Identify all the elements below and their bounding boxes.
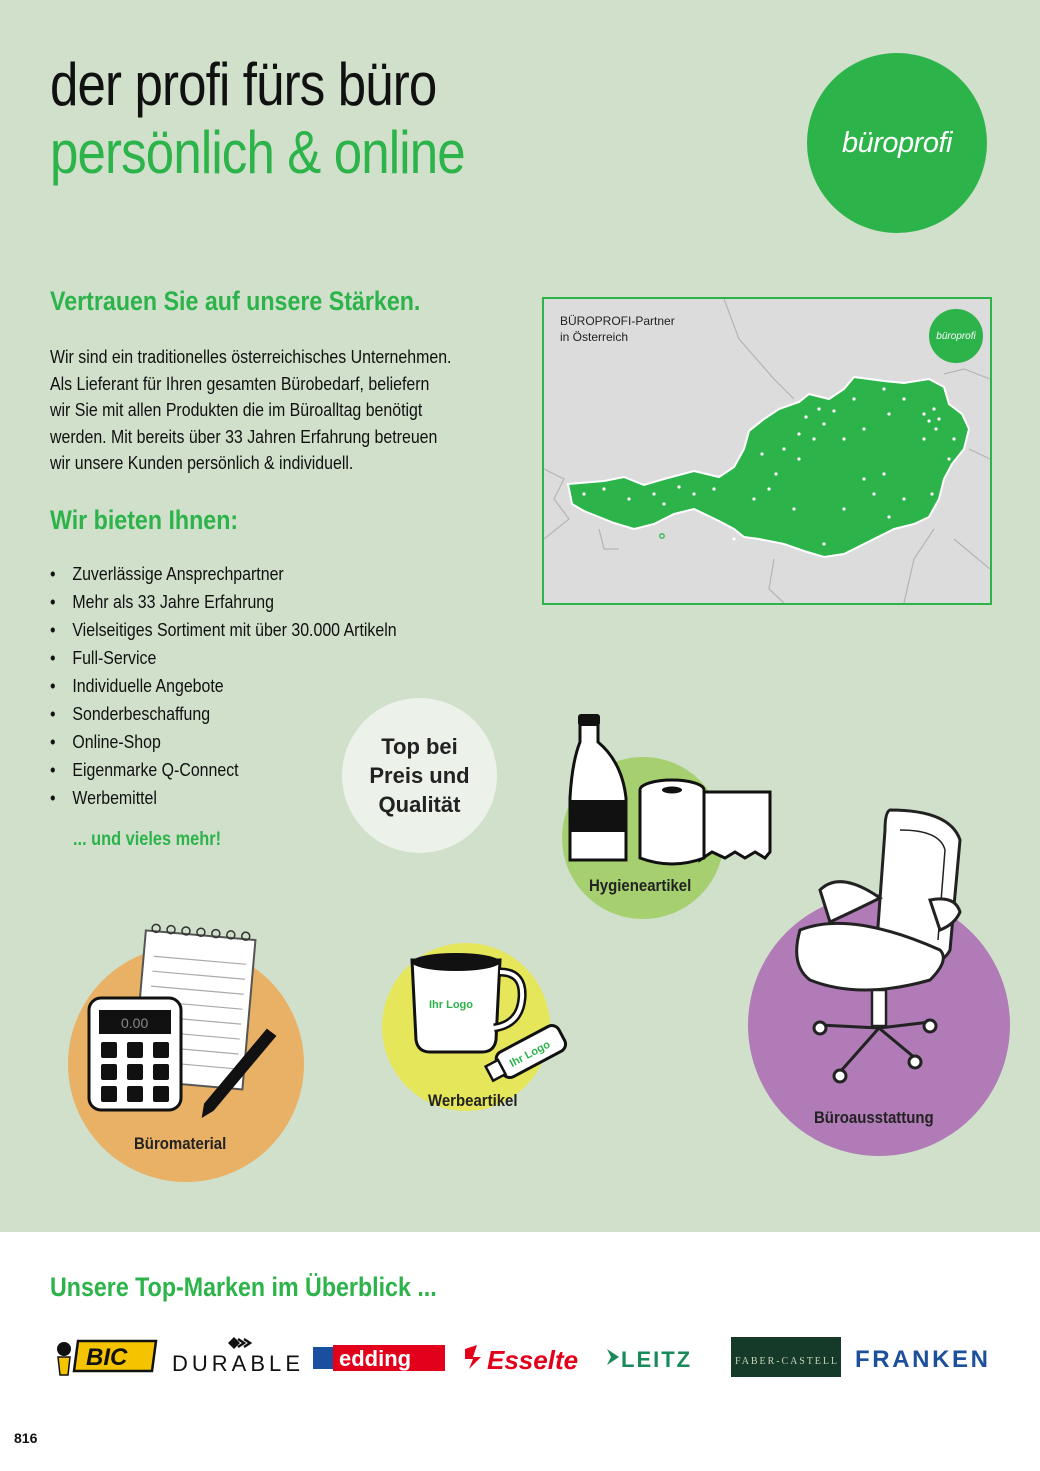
brand-logo-bic [52, 1332, 162, 1382]
list-item: • Mehr als 33 Jahre Erfahrung [50, 588, 397, 616]
hygiene-label: Hygieneartikel [589, 876, 692, 895]
brand-logo-faber-castell [731, 1332, 843, 1382]
intro-paragraph [50, 344, 497, 477]
list-item: • Individuelle Angebote [50, 672, 397, 700]
brand-logo-leitz [605, 1332, 720, 1382]
intro-line: wir unsere Kunden persönlich & individuell. [50, 452, 354, 473]
bubble-line3: Qualität [378, 792, 461, 817]
bueroprofi-logo [807, 53, 987, 233]
strengths-heading: Vertrauen Sie auf unsere Stärken. [50, 286, 421, 316]
brand-text: edding [339, 1346, 412, 1371]
intro-line: wir Sie mit allen Produkten die im Büroalltag benötigt [50, 399, 423, 420]
bottle-and-paper-icon [560, 710, 780, 870]
map-caption [560, 313, 675, 345]
list-item: • Werbemittel [50, 784, 397, 812]
list-item: • Zuverlässige Ansprechpartner [50, 560, 397, 588]
werbeartikel-label: Werbeartikel [428, 1091, 518, 1110]
headline-line1: der profi fürs büro [50, 51, 437, 118]
brands-heading: Unsere Top-Marken im Überblick ... [50, 1272, 437, 1302]
intro-line: Wir sind ein traditionelles österreichisches Unternehmen. [50, 346, 452, 367]
intro-line: Als Lieferant für Ihren gesamten Bürobedarf, beliefern [50, 372, 430, 394]
map-caption-line2: in Österreich [560, 330, 629, 344]
brand-logo-esselte [463, 1332, 591, 1382]
brand-text: DURABLE [172, 1351, 300, 1376]
list-item: • Online-Shop [50, 728, 397, 756]
logo-text: büroprofi [842, 126, 952, 159]
page-number: 816 [14, 1430, 38, 1446]
map-logo: büroprofi [929, 309, 983, 363]
brand-logo-franken [855, 1332, 993, 1382]
list-item: • Sonderbeschaffung [50, 700, 397, 728]
brand-logo-edding [313, 1332, 453, 1382]
list-item: • Eigenmarke Q-Connect [50, 756, 397, 784]
offer-heading: Wir bieten Ihnen: [50, 505, 239, 535]
austria-partner-map [542, 297, 992, 605]
intro-line: werden. Mit bereits über 33 Jahren Erfahrung betreuen [50, 425, 438, 447]
calculator-display: 0.00 [121, 1015, 149, 1031]
brand-text: FRANKEN [855, 1346, 989, 1373]
bubble-line1: Top bei [381, 734, 458, 759]
brand-logo-durable [172, 1332, 302, 1382]
bueromaterial-label: Büromaterial [134, 1134, 227, 1153]
mug-logo-text: Ihr Logo [429, 999, 473, 1011]
headline-line2: persönlich & online [50, 119, 465, 186]
quality-bubble [342, 698, 497, 853]
list-item: • Vielseitiges Sortiment mit über 30.000 Artikeln [50, 616, 397, 644]
bueroausstattung-label: Büroausstattung [814, 1108, 934, 1127]
list-item: • Full-Service [50, 644, 397, 672]
bubble-line2: Preis und [369, 763, 470, 788]
map-caption-line1: BÜROPROFI-Partner [560, 314, 675, 328]
brand-text: FABER-CASTELL [735, 1356, 837, 1367]
usb-logo-text: Ihr Logo [507, 1038, 553, 1070]
office-chair-icon [780, 800, 980, 1090]
notepad-calculator-pen-icon [85, 920, 285, 1120]
brand-text: Esselte [487, 1345, 579, 1375]
more-text: ... und vieles mehr! [73, 829, 222, 850]
brand-text: LEITZ [621, 1347, 693, 1372]
mug-and-usb-icon [400, 940, 580, 1090]
brand-text: BIC [86, 1344, 128, 1371]
